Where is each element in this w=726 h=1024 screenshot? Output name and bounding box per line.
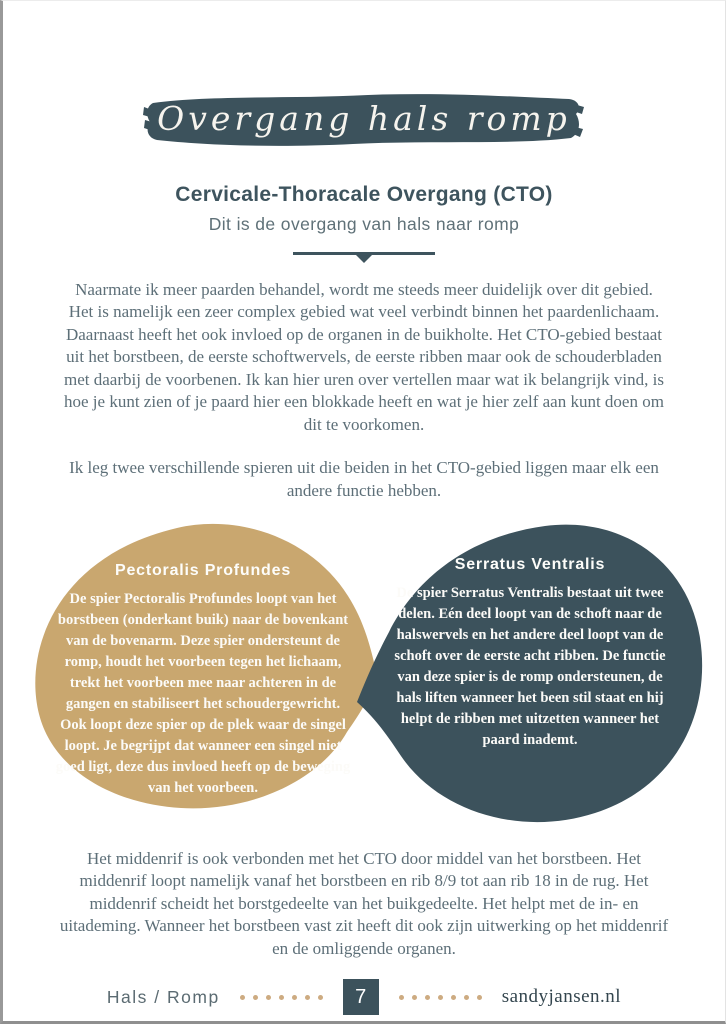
muscle-card-title: Serratus Ventralis bbox=[454, 555, 606, 573]
page-footer bbox=[3, 979, 725, 1015]
divider-arrow bbox=[293, 252, 435, 255]
dot bbox=[292, 995, 297, 1000]
dot-separator-left bbox=[240, 995, 323, 1000]
muscles-intro-paragraph: Ik leg twee verschillende spieren uit die beiden in het CTO-gebied liggen maar elk een andere functie hebben. bbox=[69, 458, 659, 500]
dot bbox=[451, 995, 456, 1000]
dot bbox=[464, 995, 469, 1000]
dot bbox=[425, 995, 430, 1000]
page-number-badge bbox=[343, 979, 379, 1015]
dot bbox=[412, 995, 417, 1000]
section-heading: Cervicale-Thoracale Overgang (CTO) bbox=[175, 183, 553, 206]
dot bbox=[477, 995, 482, 1000]
dot bbox=[305, 995, 310, 1000]
dot bbox=[318, 995, 323, 1000]
title-banner bbox=[143, 87, 585, 153]
intro-paragraph: Naarmate ik meer paarden behandel, wordt me steeds meer duidelijk over dit gebied. Het is namelijk een zeer complex gebied wat veel verbindt binnen het paardenlichaam. Daarnaast heeft het ook invloed op de organen in de buikholte. Het CTO-gebied bestaat uit het borstbeen, de eerste schoftwervels, de eerste ribben maar ook de schouderbladen met daarbij de voorbenen. Ik kan hier uren over vertellen maar wat ik belangrijk vind, is hoe je kunt zien of je paard hier een blokkade heeft en wat je hier zelf aan kunt doen om dit te voorkomen. bbox=[64, 280, 664, 434]
banner-title: Overgang hals romp bbox=[157, 98, 571, 138]
muscle-card-body: De spier Serratus Ventralis bestaat uit twee delen. Eén deel loopt van de schoft naar de halswervels en het andere deel loopt van de schoft over de eerste acht ribben. De functie van deze spier is de romp ondersteunen, de hals liften wanneer het been stil staat en hij helpt de ribben met uitzetten wanneer het paard inademt. bbox=[394, 584, 666, 749]
dot bbox=[438, 995, 443, 1000]
dot bbox=[399, 995, 404, 1000]
footer-section-label: Hals / Romp bbox=[106, 986, 220, 1007]
diaphragm-paragraph: Het middenrif is ook verbonden met het CTO door middel van het borstbeen. Het middenrif loopt namelijk vanaf het borstbeen en rib 8/9 tot aan rib 18 in de rug. Het middenrif scheidt het borstgedeelte van het buikgedeelte. Het helpt met de in- en uitademing. Wanneer het borstbeen vast zit heeft dit ook zijn uitwerking op het middenrif en de omliggende organen. bbox=[59, 848, 669, 958]
dot bbox=[266, 995, 271, 1000]
website-label: sandyjansen.nl bbox=[501, 986, 622, 1007]
muscle-card-title: Pectoralis Profundes bbox=[114, 561, 292, 579]
muscle-card-content bbox=[29, 518, 377, 799]
page-number: 7 bbox=[355, 985, 367, 1008]
dot-separator-right bbox=[399, 995, 482, 1000]
section-subheading: Dit is de overgang van hals naar romp bbox=[208, 214, 520, 234]
muscle-card-body: De spier Pectoralis Profundes loopt van het borstbeen (onderkant buik) naar de bovenkant van de bovenarm. Deze spier ondersteunt de romp, houdt het voorbeen tegen het lichaam, trekt het voorbeen mee naar achteren in de gangen en stabiliseert het schoudergewricht. Ook loopt deze spier op de plek waar de singel loopt. Je begrijpt dat wanneer een singel niet goed ligt, deze dus invloed heeft op de beweging van het voorbeen. bbox=[55, 590, 351, 797]
muscle-cards-section bbox=[3, 516, 725, 834]
muscle-card-content bbox=[355, 520, 705, 751]
muscle-card-pectoralis bbox=[29, 518, 377, 810]
muscle-card-serratus bbox=[355, 520, 705, 826]
dot bbox=[240, 995, 245, 1000]
dot bbox=[253, 995, 258, 1000]
dot bbox=[279, 995, 284, 1000]
